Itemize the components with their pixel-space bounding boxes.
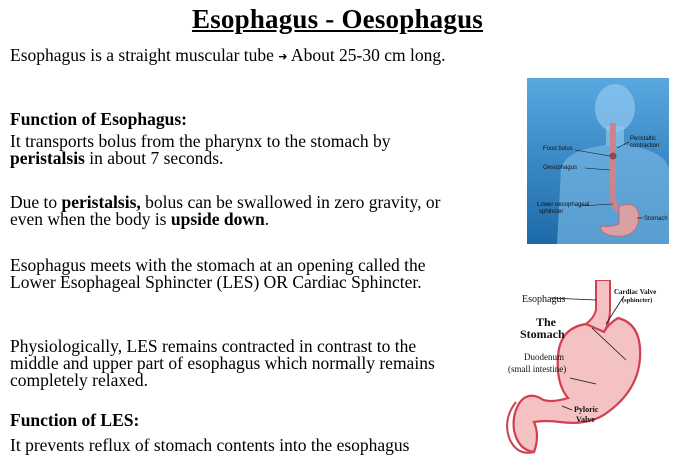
stomach-diagram [500,280,672,460]
label-duodenum: Duodenum [524,352,564,362]
les-function-heading: Function of LES: [10,410,140,430]
label-cardiac-valve: Cardiac Valve [614,288,657,296]
transport-paragraph [10,133,460,167]
label-stomach: Stomach [520,327,565,341]
page-title: Esophagus - Oesophagus [191,4,483,34]
intro-text-before: Esophagus is a straight muscular tube [10,45,279,65]
intro-paragraph [10,47,460,65]
label-stomach: Stomach [644,216,668,222]
gravity-text-mid: bolus can be swallowed in zero gravity, or even when the body is [10,192,441,229]
label-food-bolus: Food bolus [543,146,573,152]
transport-text: It transports bolus from the pharynx to the stomach by [10,131,391,151]
function-heading: Function of Esophagus: [10,109,187,129]
intro-text-after: About 25-30 cm long. [287,45,446,65]
gravity-text: Due to [10,192,62,212]
label-small-intestine: (small intestine) [508,364,567,374]
label-sphincter: sphincter [539,209,564,215]
label-valve: Valve [576,415,595,424]
label-peristaltic: Peristaltic [630,136,657,142]
upside-down-term: upside down [170,209,265,229]
transport-text-end: in about 7 seconds. [84,148,224,168]
gravity-text-end: . [264,209,270,229]
gravity-paragraph [10,194,460,228]
peristalsis-term: peristalsis [10,148,85,168]
label-contraction: contraction [630,143,660,149]
label-the: The [536,315,557,329]
esophagus-body-illustration [527,78,669,244]
les-meet-paragraph: Esophagus meets with the stomach at an opening called the Lower Esophageal Sphincter (LES) OR Cardiac Sphincter. [10,255,426,292]
label-esophagus: Esophagus [522,294,566,305]
les-function-text: It prevents reflux of stomach contents into the esophagus [10,435,410,455]
food-bolus [610,153,617,160]
right-arrow-icon: ➜ [278,50,288,63]
physiology-paragraph: Physiologically, LES remains contracted in contrast to the middle and upper part of esophagus which normally remains completely relaxed. [10,336,435,390]
label-lower-oesophageal: Lower oesophageal [537,202,590,208]
label-pyloric: Pyloric [574,405,599,414]
label-oesophagus: Oesophagus [543,165,578,171]
diagram-esophagus [586,280,610,332]
peristalsis-term-2: peristalsis, [61,192,141,212]
label-sphincter: (sphincter) [622,297,653,304]
